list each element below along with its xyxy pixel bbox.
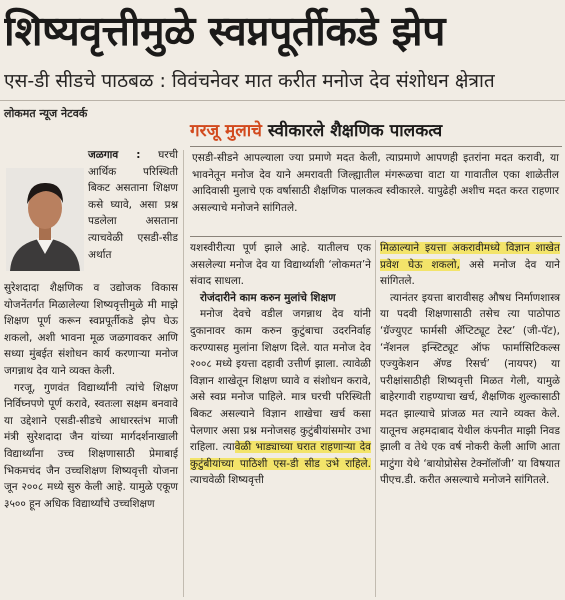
article-column-2 xyxy=(190,240,371,489)
header-divider xyxy=(0,100,565,101)
column-1-lead xyxy=(88,147,178,263)
paragraph-text: त्याचवेळी शिष्यवृत्ती xyxy=(190,474,264,487)
column-1-paragraph: गरजू, गुणवंत विद्यार्थ्यांनी त्यांचे शिक्षण निर्विघ्नपणे पूर्ण करावे, स्वतःला सक्षम बनवावे या उद्देशाने एसडी-सीडचे आधारस्तंभ माजी मंत्री सुरेशदादा जैन यांच्या मार्गदर्शनाखाली विद्यार्थ्यांना उच्च शिक्षणासाठी प्रेमाबाई भिकमचंद जैन उच्चशिक्षण शिष्यवृत्ती योजना जून २००८ मध्ये सुरु केली आहे. यामुळे एकूण ३५०० हून अधिक विद्यार्थ्यांचे उच्चशिक्षण xyxy=(4,381,178,510)
paragraph-text: असे मनोज देव याने सांगितले. xyxy=(380,258,560,288)
column-1-paragraph: सुरेशदादा शैक्षणिक व उद्योजक विकास योजनेंतर्गत मिळालेल्या शिष्यवृत्तीमुळे मी माझे शिक्षण पूर्ण करून स्वप्नपूर्तीकडे झेप घेऊ शकलो, अशी भावना मूळ जळगावकर आणि सध्या मुंबईत संशोधन कार्य करणाऱ्या मनोज जगन्नाथ देव याने व्यक्त केली. xyxy=(4,282,178,377)
paragraph-text: त्या xyxy=(222,441,235,454)
subheadline: एस-डी सीडचे पाठबळ : विवंचनेवर मात करीत मनोज देव संशोधन क्षेत्रात xyxy=(4,70,495,92)
column-1-body xyxy=(4,280,178,512)
column-3-paragraph: त्यानंतर इयत्ता बारावीसह औषध निर्माणशास्त्र या पदवी शिक्षणासाठी तसेच त्या पाठोपाठ ‘ग्रॅज्युएट फार्मसी ॲप्टिट्यूट टेस्ट’ (जी-पॅट), ‘नॅशनल इन्स्टिट्यूट ऑफ फार्मासिटिकल्स एज्युकेशन ॲण्ड रिसर्च’ (नायपर) या परीक्षांसाठीही शिष्यवृत्ती मिळत गेली, यामुळे बाहेरगावी राहण्याचा खर्च, शैक्षणिक शुल्कासाठी मदत झाल्याचे प्रांजळ मत त्याने व्यक्त केले. यातूनच अहमदाबाद येथील कंपनीत माझी निवड झाली व तेथे एक वर्ष नोकरी केली आणि आता माटुंगा येथे ‘बायोप्रोसेस टेक्नॉलॉजी’ या विषयात पीएच.डी. करीत असल्याचे मनोजने सांगितले. xyxy=(380,291,560,487)
column-divider xyxy=(375,240,376,597)
lead-text: घरची आर्थिक परिस्थिती बिकट असताना शिक्षण कसे घ्यावे, असा प्रश्न पडलेला असताना त्याचवेळी एसडी-सीड अर्थात xyxy=(88,149,178,261)
sidebar-bottom-rule xyxy=(190,236,562,237)
sidebar-top-rule xyxy=(190,146,562,147)
portrait-photo xyxy=(6,168,84,271)
column-2-paragraph: यशस्वीरीत्या पूर्ण झाले आहे. यातीलच एक असलेल्या मनोज देव या विद्यार्थ्याशी ‘लोकमत’ने संवाद साधला. xyxy=(190,242,371,288)
lead-paragraph xyxy=(88,147,178,263)
column-3-paragraph xyxy=(380,240,560,290)
column-2-paragraph xyxy=(190,306,371,489)
paragraph-text: मनोज देवचे वडील जगन्नाथ देव यांनी दुकानावर काम करुन कुटुंबाचा उदरनिर्वाह करण्यासह मुलांना शिक्षण दिले. यात मनोज देव २००८ मध्ये इयत्ता दहावी उत्तीर्ण झाला. त्यावेळी विज्ञान शाखेतून शिक्षण घ्यावे व संशोधन करावे, असे स्वप्न मनोज पाहिले. मात्र घरची परिस्थिती बिकट असल्याने विज्ञान शाखेचा खर्च कसा पेलणार असा प्रश्न मनोजसह कुटुंबीयांसमोर उभा राहिला. xyxy=(190,308,371,454)
sidebar-title-highlight: गरजू मुलाचे xyxy=(190,121,262,141)
column-divider xyxy=(183,150,184,597)
dateline: जळगाव : xyxy=(88,149,141,161)
highlighted-text: मिळाल्याने इयत्ता अकरावीमध्ये विज्ञान शाखेत प्रवेश घेऊ शकलो, xyxy=(380,242,560,271)
sidebar-box-text xyxy=(192,150,559,216)
sidebar-paragraph: एसडी-सीडने आपल्याला ज्या प्रमाणे मदत केली, त्याप्रमाणे आपणही इतरांना मदत करावी, या भावनेतून मनोज देव याने अमरावती जिल्ह्यातील मंगरूळचा वाटा या गावातील एका शाळेतील आदिवासी मुलाचे एक वर्षासाठी शैक्षणिक पालकत्व स्वीकारले. यापुढेही अशीच मदत करत राहणार असल्याचे मनोजने सांगितले. xyxy=(192,152,559,214)
headline: शिष्यवृत्तीमुळे स्वप्नपूर्तीकडे झेप xyxy=(4,7,445,55)
highlighted-text: वेळी भाड्याच्या घरात राहणाऱ्या देव कुटुंबीयांच्या पाठिशी एस-डी सीड उभे राहिले. xyxy=(190,441,371,470)
article-column-3 xyxy=(380,240,560,489)
byline: लोकमत न्यूज नेटवर्क xyxy=(4,107,88,120)
sidebar-title-rest: स्वीकारले शैक्षणिक पालकत्व xyxy=(267,121,443,141)
sidebar-box-title xyxy=(190,118,442,144)
section-heading: रोजंदारीने काम करुन मुलांचे शिक्षण xyxy=(200,291,336,304)
